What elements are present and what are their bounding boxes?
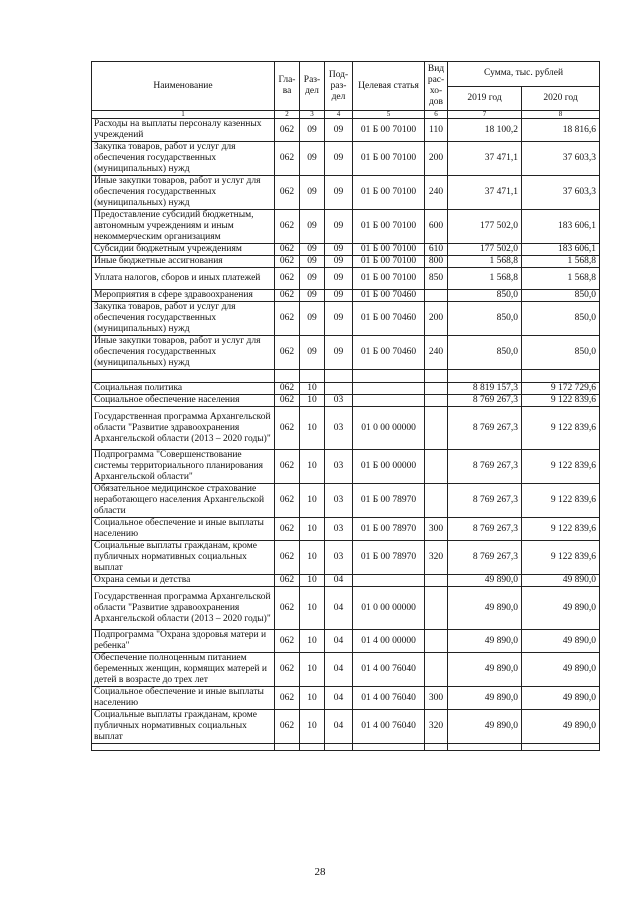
row-razdel-cell: 10 — [300, 450, 325, 484]
header-vid: Вид рас-хо-дов — [425, 62, 448, 111]
row-statya-cell: 01 4 00 76040 — [353, 653, 425, 687]
row-glava-cell: 062 — [275, 176, 300, 210]
row-vid-cell — [425, 630, 448, 653]
row-vid-cell — [425, 395, 448, 407]
row-razdel-cell: 09 — [300, 256, 325, 268]
empty-row — [92, 744, 600, 751]
row-glava-cell: 062 — [275, 142, 300, 176]
row-podrazdel-cell: 09 — [325, 290, 353, 302]
row-razdel-cell: 10 — [300, 653, 325, 687]
row-statya-cell: 01 Б 00 78970 — [353, 484, 425, 518]
row-statya-cell: 01 Б 00 70100 — [353, 176, 425, 210]
row-glava-cell: 062 — [275, 575, 300, 587]
row-2019-cell: 177 502,0 — [448, 244, 522, 256]
row-glava-cell: 062 — [275, 210, 300, 244]
row-2020-cell: 9 122 839,6 — [522, 395, 600, 407]
row-glava-cell: 062 — [275, 336, 300, 370]
row-2020-cell: 850,0 — [522, 302, 600, 336]
row-glava-cell: 062 — [275, 687, 300, 710]
empty-cell — [425, 744, 448, 751]
row-razdel-cell: 09 — [300, 142, 325, 176]
row-glava-cell: 062 — [275, 484, 300, 518]
row-statya-cell: 01 Б 00 70460 — [353, 290, 425, 302]
row-glava-cell: 062 — [275, 256, 300, 268]
row-name-cell: Социальное обеспечение населения — [92, 395, 275, 407]
row-podrazdel-cell: 04 — [325, 687, 353, 710]
row-vid-cell: 200 — [425, 142, 448, 176]
column-number: 4 — [325, 111, 353, 119]
row-name-cell: Социальное обеспечение и иные выплаты населению — [92, 687, 275, 710]
row-podrazdel-cell: 03 — [325, 518, 353, 541]
row-2019-cell: 49 890,0 — [448, 630, 522, 653]
row-vid-cell — [425, 450, 448, 484]
row-statya-cell — [353, 575, 425, 587]
row-razdel-cell: 09 — [300, 302, 325, 336]
row-2019-cell: 850,0 — [448, 290, 522, 302]
row-name-cell: Социальная политика — [92, 383, 275, 395]
column-numbers-row — [92, 111, 600, 119]
row-glava-cell: 062 — [275, 710, 300, 744]
row-vid-cell: 240 — [425, 336, 448, 370]
row-2019-cell: 49 890,0 — [448, 710, 522, 744]
row-razdel-cell: 10 — [300, 687, 325, 710]
row-name-cell: Расходы на выплаты персоналу казенных учреждений — [92, 119, 275, 142]
row-glava-cell: 062 — [275, 407, 300, 450]
row-glava-cell: 062 — [275, 653, 300, 687]
row-name-cell: Мероприятия в сфере здравоохранения — [92, 290, 275, 302]
row-vid-cell — [425, 484, 448, 518]
row-vid-cell: 200 — [425, 302, 448, 336]
row-2019-cell: 8 769 267,3 — [448, 484, 522, 518]
row-razdel-cell: 10 — [300, 630, 325, 653]
row-2019-cell: 850,0 — [448, 336, 522, 370]
row-vid-cell: 300 — [425, 687, 448, 710]
row-statya-cell: 01 Б 00 78970 — [353, 518, 425, 541]
row-podrazdel-cell: 09 — [325, 244, 353, 256]
row-name-cell: Государственная программа Архангельской области "Развитие здравоохранения Архангельской области (2013 – 2020 годы)" — [92, 407, 275, 450]
table-row — [92, 395, 600, 407]
row-podrazdel-cell: 09 — [325, 256, 353, 268]
row-vid-cell: 800 — [425, 256, 448, 268]
row-glava-cell: 062 — [275, 630, 300, 653]
row-name-cell: Иные закупки товаров, работ и услуг для обеспечения государственных (муниципальных) нужд — [92, 176, 275, 210]
row-2020-cell: 9 122 839,6 — [522, 484, 600, 518]
row-razdel-cell: 10 — [300, 395, 325, 407]
column-number: 6 — [425, 111, 448, 119]
header-razdel: Раз-дел — [300, 62, 325, 111]
row-vid-cell — [425, 383, 448, 395]
header-year-2020: 2020 год — [522, 86, 600, 111]
row-2019-cell: 8 769 267,3 — [448, 407, 522, 450]
row-podrazdel-cell: 09 — [325, 176, 353, 210]
row-razdel-cell: 09 — [300, 290, 325, 302]
row-2020-cell: 37 603,3 — [522, 142, 600, 176]
row-glava-cell: 062 — [275, 119, 300, 142]
row-statya-cell: 01 Б 00 00000 — [353, 450, 425, 484]
row-2019-cell: 8 769 267,3 — [448, 395, 522, 407]
table-row — [92, 176, 600, 210]
row-2019-cell: 18 100,2 — [448, 119, 522, 142]
empty-cell — [448, 744, 522, 751]
row-glava-cell: 062 — [275, 244, 300, 256]
empty-cell — [300, 370, 325, 383]
row-statya-cell: 01 Б 00 70100 — [353, 244, 425, 256]
row-razdel-cell: 10 — [300, 587, 325, 630]
row-podrazdel-cell: 04 — [325, 587, 353, 630]
table-row — [92, 407, 600, 450]
row-statya-cell: 01 4 00 76040 — [353, 710, 425, 744]
row-podrazdel-cell: 03 — [325, 541, 353, 575]
row-glava-cell: 062 — [275, 450, 300, 484]
table-row — [92, 450, 600, 484]
row-glava-cell: 062 — [275, 518, 300, 541]
table-row — [92, 630, 600, 653]
header-name: Наименование — [92, 62, 275, 111]
row-2019-cell: 37 471,1 — [448, 176, 522, 210]
table-row — [92, 302, 600, 336]
table-row — [92, 142, 600, 176]
row-name-cell: Охрана семьи и детства — [92, 575, 275, 587]
row-podrazdel-cell: 04 — [325, 653, 353, 687]
row-2020-cell: 49 890,0 — [522, 687, 600, 710]
row-razdel-cell: 10 — [300, 484, 325, 518]
empty-cell — [275, 370, 300, 383]
row-statya-cell: 01 Б 00 70100 — [353, 268, 425, 290]
row-2019-cell: 177 502,0 — [448, 210, 522, 244]
row-name-cell: Подпрограмма "Охрана здоровья матери и ребенка" — [92, 630, 275, 653]
column-number: 8 — [522, 111, 600, 119]
table-row — [92, 575, 600, 587]
row-2020-cell: 49 890,0 — [522, 587, 600, 630]
row-2019-cell: 8 819 157,3 — [448, 383, 522, 395]
table-row — [92, 653, 600, 687]
row-podrazdel-cell: 04 — [325, 575, 353, 587]
row-podrazdel-cell: 04 — [325, 710, 353, 744]
column-number: 7 — [448, 111, 522, 119]
table-row — [92, 256, 600, 268]
row-razdel-cell: 10 — [300, 575, 325, 587]
row-name-cell: Социальные выплаты гражданам, кроме публичных нормативных социальных выплат — [92, 541, 275, 575]
row-vid-cell — [425, 407, 448, 450]
row-vid-cell: 240 — [425, 176, 448, 210]
row-2019-cell: 8 769 267,3 — [448, 450, 522, 484]
row-vid-cell: 600 — [425, 210, 448, 244]
table-row — [92, 710, 600, 744]
row-2019-cell: 49 890,0 — [448, 653, 522, 687]
table-row — [92, 587, 600, 630]
empty-cell — [353, 744, 425, 751]
row-2020-cell: 49 890,0 — [522, 710, 600, 744]
row-2020-cell: 9 122 839,6 — [522, 407, 600, 450]
row-2019-cell: 850,0 — [448, 302, 522, 336]
row-podrazdel-cell — [325, 383, 353, 395]
row-glava-cell: 062 — [275, 587, 300, 630]
row-podrazdel-cell: 03 — [325, 484, 353, 518]
row-2020-cell: 9 122 839,6 — [522, 450, 600, 484]
row-2019-cell: 49 890,0 — [448, 687, 522, 710]
row-name-cell: Субсидии бюджетным учреждениям — [92, 244, 275, 256]
empty-cell — [325, 370, 353, 383]
row-razdel-cell: 09 — [300, 244, 325, 256]
empty-cell — [522, 370, 600, 383]
row-name-cell: Обязательное медицинское страхование неработающего населения Архангельской области — [92, 484, 275, 518]
row-razdel-cell: 10 — [300, 383, 325, 395]
row-name-cell: Государственная программа Архангельской области "Развитие здравоохранения Архангельской области (2013 – 2020 годы)" — [92, 587, 275, 630]
row-2020-cell: 183 606,1 — [522, 210, 600, 244]
row-2020-cell: 49 890,0 — [522, 630, 600, 653]
budget-table — [91, 61, 600, 751]
row-2020-cell: 9 122 839,6 — [522, 518, 600, 541]
row-statya-cell — [353, 395, 425, 407]
row-glava-cell: 062 — [275, 268, 300, 290]
row-vid-cell: 850 — [425, 268, 448, 290]
header-celevaya: Целевая статья — [353, 62, 425, 111]
row-podrazdel-cell: 03 — [325, 407, 353, 450]
table-row — [92, 210, 600, 244]
row-2019-cell: 8 769 267,3 — [448, 518, 522, 541]
header-glava: Гла-ва — [275, 62, 300, 111]
row-razdel-cell: 09 — [300, 336, 325, 370]
table-row — [92, 541, 600, 575]
row-name-cell: Закупка товаров, работ и услуг для обеспечения государственных (муниципальных) нужд — [92, 142, 275, 176]
table-row — [92, 687, 600, 710]
row-statya-cell — [353, 383, 425, 395]
row-statya-cell: 01 Б 00 70100 — [353, 119, 425, 142]
row-vid-cell — [425, 653, 448, 687]
row-podrazdel-cell: 09 — [325, 142, 353, 176]
table-row — [92, 244, 600, 256]
row-razdel-cell: 10 — [300, 710, 325, 744]
row-razdel-cell: 10 — [300, 541, 325, 575]
empty-cell — [275, 744, 300, 751]
row-statya-cell: 01 4 00 00000 — [353, 630, 425, 653]
table-row — [92, 268, 600, 290]
empty-row — [92, 370, 600, 383]
row-2019-cell: 1 568,8 — [448, 268, 522, 290]
column-number: 3 — [300, 111, 325, 119]
row-2019-cell: 49 890,0 — [448, 575, 522, 587]
row-vid-cell: 320 — [425, 541, 448, 575]
row-glava-cell: 062 — [275, 290, 300, 302]
row-2019-cell: 1 568,8 — [448, 256, 522, 268]
row-statya-cell: 01 0 00 00000 — [353, 407, 425, 450]
row-vid-cell — [425, 575, 448, 587]
empty-cell — [92, 744, 275, 751]
table-row — [92, 290, 600, 302]
row-glava-cell: 062 — [275, 541, 300, 575]
header-sum: Сумма, тыс. рублей — [448, 62, 600, 87]
header-podrazdel: Под-раз-дел — [325, 62, 353, 111]
table-row — [92, 484, 600, 518]
table-row — [92, 518, 600, 541]
row-statya-cell: 01 Б 00 70460 — [353, 302, 425, 336]
row-podrazdel-cell: 04 — [325, 630, 353, 653]
row-razdel-cell: 09 — [300, 176, 325, 210]
empty-cell — [522, 744, 600, 751]
row-statya-cell: 01 Б 00 70100 — [353, 256, 425, 268]
row-name-cell: Уплата налогов, сборов и иных платежей — [92, 268, 275, 290]
row-vid-cell — [425, 587, 448, 630]
row-name-cell: Предоставление субсидий бюджетным, автономным учреждениям и иным некоммерческим организациям — [92, 210, 275, 244]
row-razdel-cell: 10 — [300, 407, 325, 450]
row-glava-cell: 062 — [275, 395, 300, 407]
row-statya-cell: 01 4 00 76040 — [353, 687, 425, 710]
column-number: 5 — [353, 111, 425, 119]
table-row — [92, 336, 600, 370]
row-name-cell: Подпрограмма "Совершенствование системы территориального планирования Архангельской области" — [92, 450, 275, 484]
row-name-cell: Обеспечение полноценным питанием беременных женщин, кормящих матерей и детей в возрасте до трех лет — [92, 653, 275, 687]
row-2020-cell: 1 568,8 — [522, 256, 600, 268]
row-podrazdel-cell: 09 — [325, 210, 353, 244]
row-statya-cell: 01 Б 00 70100 — [353, 210, 425, 244]
empty-cell — [448, 370, 522, 383]
row-glava-cell: 062 — [275, 383, 300, 395]
table-body — [92, 119, 600, 751]
row-2020-cell: 49 890,0 — [522, 575, 600, 587]
row-podrazdel-cell: 09 — [325, 336, 353, 370]
empty-cell — [300, 744, 325, 751]
empty-cell — [92, 370, 275, 383]
row-podrazdel-cell: 03 — [325, 450, 353, 484]
row-vid-cell: 110 — [425, 119, 448, 142]
column-number: 1 — [92, 111, 275, 119]
column-number: 2 — [275, 111, 300, 119]
row-2020-cell: 183 606,1 — [522, 244, 600, 256]
empty-cell — [425, 370, 448, 383]
row-podrazdel-cell: 09 — [325, 302, 353, 336]
row-2020-cell: 850,0 — [522, 290, 600, 302]
row-2020-cell: 9 172 729,6 — [522, 383, 600, 395]
row-vid-cell: 320 — [425, 710, 448, 744]
header-year-2019: 2019 год — [448, 86, 522, 111]
row-2020-cell: 1 568,8 — [522, 268, 600, 290]
row-vid-cell: 300 — [425, 518, 448, 541]
row-statya-cell: 01 0 00 00000 — [353, 587, 425, 630]
row-2019-cell: 37 471,1 — [448, 142, 522, 176]
row-2020-cell: 9 122 839,6 — [522, 541, 600, 575]
row-razdel-cell: 09 — [300, 119, 325, 142]
row-2020-cell: 850,0 — [522, 336, 600, 370]
row-razdel-cell: 09 — [300, 268, 325, 290]
row-name-cell: Иные бюджетные ассигнования — [92, 256, 275, 268]
row-statya-cell: 01 Б 00 70100 — [353, 142, 425, 176]
row-razdel-cell: 09 — [300, 210, 325, 244]
row-name-cell: Социальные выплаты гражданам, кроме публичных нормативных социальных выплат — [92, 710, 275, 744]
row-podrazdel-cell: 03 — [325, 395, 353, 407]
row-statya-cell: 01 Б 00 78970 — [353, 541, 425, 575]
row-2020-cell: 18 816,6 — [522, 119, 600, 142]
empty-cell — [353, 370, 425, 383]
row-vid-cell — [425, 290, 448, 302]
table-row — [92, 119, 600, 142]
row-name-cell: Социальное обеспечение и иные выплаты населению — [92, 518, 275, 541]
row-glava-cell: 062 — [275, 302, 300, 336]
row-podrazdel-cell: 09 — [325, 268, 353, 290]
row-2020-cell: 49 890,0 — [522, 653, 600, 687]
row-vid-cell: 610 — [425, 244, 448, 256]
row-2019-cell: 49 890,0 — [448, 587, 522, 630]
row-name-cell: Иные закупки товаров, работ и услуг для обеспечения государственных (муниципальных) нужд — [92, 336, 275, 370]
table-row — [92, 383, 600, 395]
row-name-cell: Закупка товаров, работ и услуг для обеспечения государственных (муниципальных) нужд — [92, 302, 275, 336]
page-number: 28 — [314, 866, 326, 878]
empty-cell — [325, 744, 353, 751]
row-podrazdel-cell: 09 — [325, 119, 353, 142]
row-razdel-cell: 10 — [300, 518, 325, 541]
row-2020-cell: 37 603,3 — [522, 176, 600, 210]
row-statya-cell: 01 Б 00 70460 — [353, 336, 425, 370]
row-2019-cell: 8 769 267,3 — [448, 541, 522, 575]
